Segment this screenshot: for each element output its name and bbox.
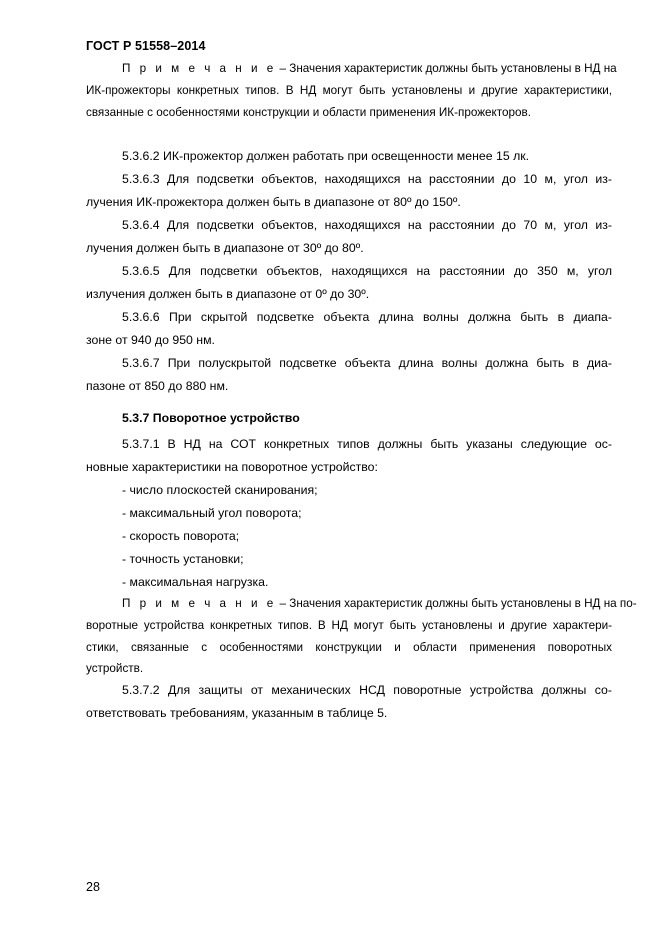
- list-item: - точность установки;: [122, 552, 244, 566]
- note-2-line-2: воротные устройства конкретных типов. В НД могут быть установлены и другие характери-: [86, 619, 612, 632]
- note-1-line-3: связанные с особенностями конструкции и области применения ИК-прожекторов.: [86, 106, 531, 119]
- document-header: ГОСТ Р 51558–2014: [86, 39, 206, 53]
- clause-5-3-6-7-line-2: пазоне от 850 до 880 нм.: [86, 379, 229, 393]
- note-1-label: П р и м е ч а н и е: [122, 62, 277, 75]
- note-2-line-1: [122, 596, 637, 612]
- clause-5-3-6-5-line-1: 5.3.6.5 Для подсветки объектов, находящихся на расстоянии до 350 м, угол: [122, 264, 612, 278]
- note-2-text: – Значения характеристик должны быть установлены в НД на по-: [276, 597, 637, 610]
- clause-5-3-7-2-line-2: ответствовать требованиям, указанным в таблице 5.: [86, 706, 388, 720]
- note-2-label: П р и м е ч а н и е: [122, 597, 277, 610]
- note-2-line-4: устройств.: [86, 662, 144, 675]
- note-2-line-3: стики, связанные с особенностями конструкции и области применения поворотных: [86, 641, 612, 654]
- list-item: - скорость поворота;: [122, 529, 240, 543]
- note-1-text: – Значения характеристик должны быть установлены в НД на: [276, 62, 617, 75]
- clause-5-3-6-4-line-1: 5.3.6.4 Для подсветки объектов, находящихся на расстоянии до 70 м, угол из-: [122, 218, 612, 232]
- clause-5-3-6-3-line-2: лучения ИК-прожектора должен быть в диапазоне от 80º до 150º.: [86, 195, 461, 209]
- clause-5-3-6-6-line-1: 5.3.6.6 При скрытой подсветке объекта длина волны должна быть в диапа-: [122, 310, 612, 324]
- list-item: - максимальная нагрузка.: [122, 575, 269, 589]
- clause-5-3-6-4-line-2: лучения должен быть в диапазоне от 30º до 80º.: [86, 241, 364, 255]
- list-item: - число плоскостей сканирования;: [122, 483, 318, 497]
- section-heading: 5.3.7 Поворотное устройство: [122, 411, 300, 425]
- clause-5-3-6-5-line-2: излучения должен быть в диапазоне от 0º до 30º.: [86, 287, 370, 301]
- clause-5-3-7-1-line-2: новные характеристики на поворотное устройство:: [86, 460, 378, 474]
- clause-5-3-6-2: 5.3.6.2 ИК-прожектор должен работать при освещенности менее 15 лк.: [122, 149, 530, 163]
- list-item: - максимальный угол поворота;: [122, 506, 302, 520]
- clause-5-3-6-3-line-1: 5.3.6.3 Для подсветки объектов, находящихся на расстоянии до 10 м, угол из-: [122, 172, 612, 186]
- clause-5-3-7-2-line-1: 5.3.7.2 Для защиты от механических НСД поворотные устройства должны со-: [122, 683, 612, 697]
- note-1-line-1: [122, 61, 617, 77]
- clause-5-3-7-1-line-1: 5.3.7.1 В НД на СОТ конкретных типов должны быть указаны следующие ос-: [122, 437, 612, 451]
- page-number: 28: [86, 880, 100, 894]
- note-1-line-2: ИК-прожекторы конкретных типов. В НД могут быть установлены и другие характеристики,: [86, 84, 612, 97]
- clause-5-3-6-6-line-2: зоне от 940 до 950 нм.: [86, 333, 215, 347]
- clause-5-3-6-7-line-1: 5.3.6.7 При полускрытой подсветке объекта длина волны должна быть в диа-: [122, 356, 612, 370]
